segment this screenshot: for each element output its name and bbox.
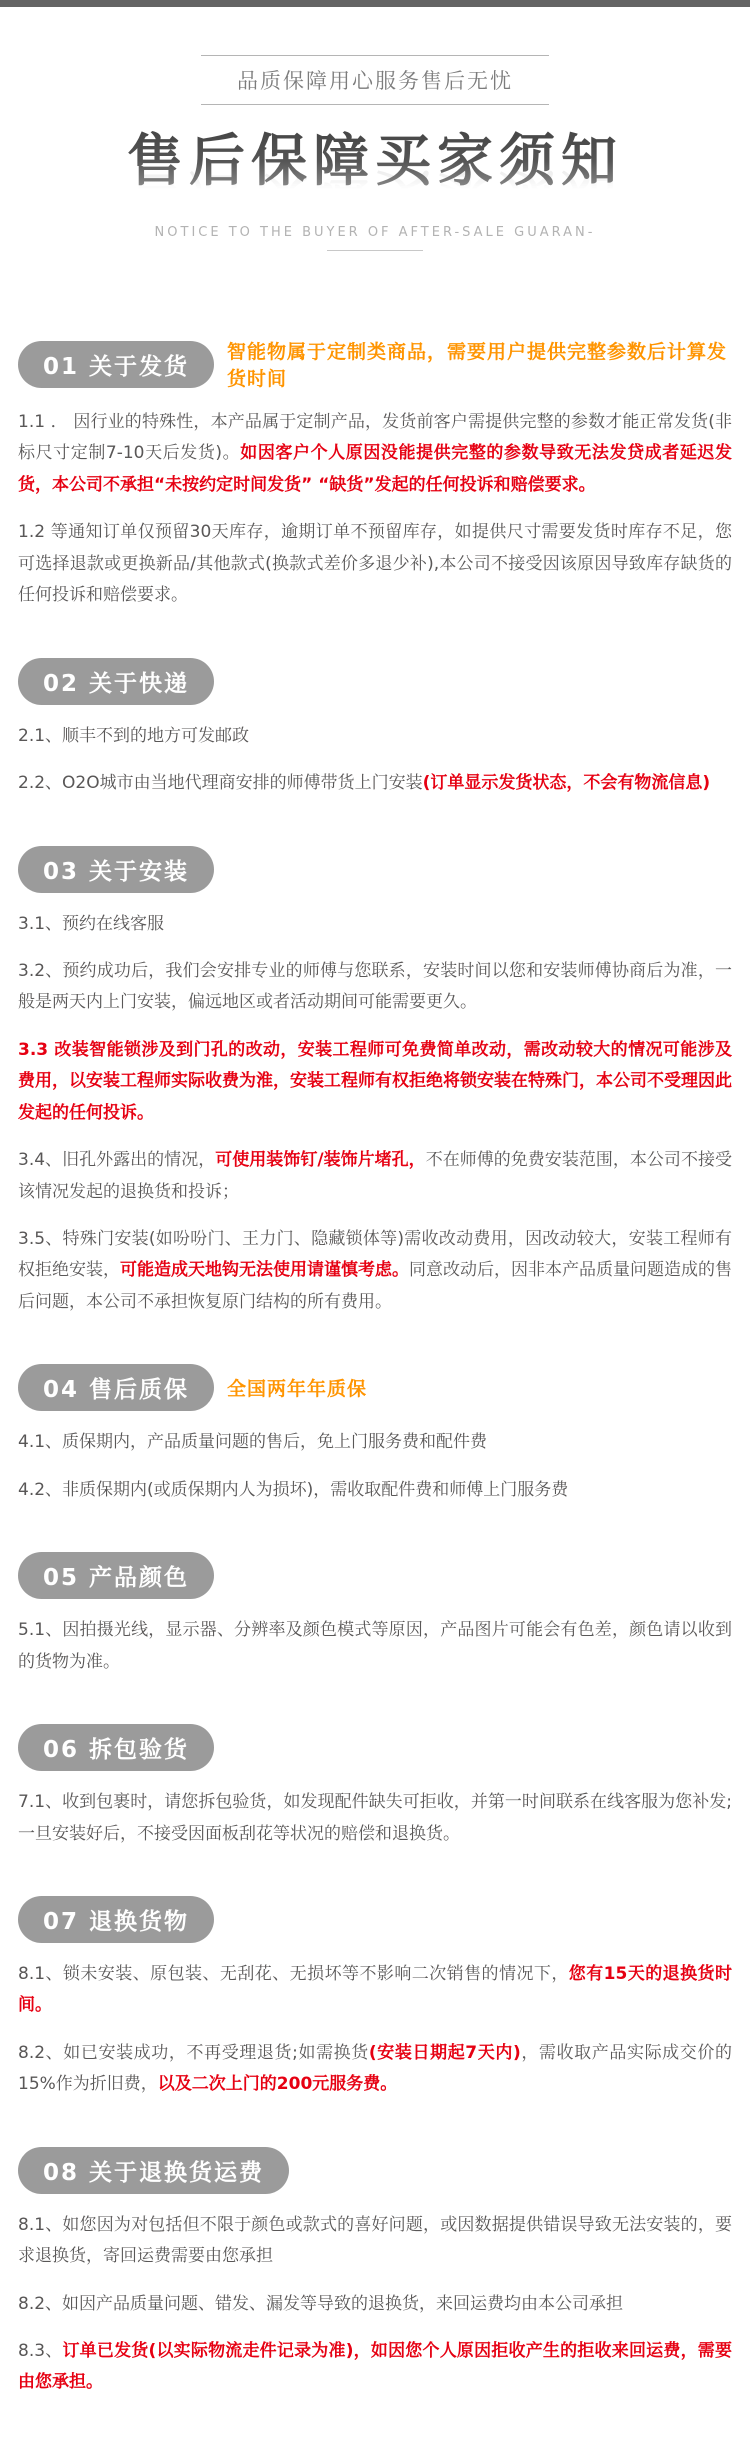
text-segment: 不在师傅的免费安装范围，本公司不接受该情况发起的退换货和投诉； — [18, 1150, 732, 1202]
header-tagline: 品质保障用心服务售后无忧 — [201, 55, 549, 105]
section-badge-courier: 02 关于快递 — [18, 658, 214, 705]
text-segment: 2.1、顺丰不到的地方可发邮政 — [18, 725, 250, 746]
text-segment: 同意改动后，因非本产品质量问题造成的售后问题，本公司不承担恢复原门结构的所有费用。 — [18, 1260, 732, 1312]
text-segment: 可使用装饰钉/装饰片堵孔， — [215, 1150, 426, 1171]
section-note-warranty: 全国两年年质保 — [227, 1378, 368, 1401]
section-badge-installation: 03 关于安装 — [18, 846, 214, 893]
section-header-returns — [18, 1896, 732, 1943]
text-segment: 4.2、非质保期内(或质保期内人为损坏)，需收取配件费和师傅上门服务费 — [18, 1479, 569, 1500]
section-badge-unpack-inspection: 06 拆包验货 — [18, 1724, 214, 1771]
text-segment: (安装日期起7天内) — [368, 2042, 521, 2063]
text-segment: 3.3 改装智能锁涉及到门孔的改动，安装工程师可免费简单改动，需改动较大的情况可能涉及费用，以安装工程师实际收费为淮，安装工程师有权拒绝将锁安装在特殊门，本公司不受理因此发起的任何投诉。 — [18, 1039, 732, 1123]
text-segment: 8.1、如您因为对包括但不限于颜色或款式的喜好问题，或因数据提供错误导致无法安装的，要求退换货，寄回运费需要由您承担 — [18, 2214, 732, 2267]
section-installation — [18, 846, 732, 1319]
clause-return-freight-1 — [18, 2210, 732, 2273]
clause-warranty-1 — [18, 1427, 732, 1458]
page-subtitle-en: NOTICE TO THE BUYER OF AFTER-SALE GUARAN- — [154, 225, 596, 240]
text-segment: 3.5、特殊门安装(如吩吩门、王力门、隐藏锁体等)需收改动费用，因改动较大，安装工程师有权拒绝安装， — [18, 1229, 732, 1281]
clause-shipping-1 — [18, 407, 732, 501]
text-segment: (订单显示发货状态，不会有物流信息) — [422, 773, 711, 794]
clause-installation-4 — [18, 1145, 732, 1208]
text-segment: 3.2、预约成功后，我们会安排专业的师傅与您联系，安装时间以您和安装师傅协商后为准，一般是两天内上门安装，偏远地区或者活动期间可能需要更久。 — [18, 960, 732, 1013]
section-warranty — [18, 1364, 732, 1506]
text-segment: 如因客户个人原因没能提供完整的参数导致无法发贷成者延迟发货，本公司不承担“未按约定时间发货” “缺货”发起的任何投诉和赔偿要求。 — [18, 443, 733, 495]
page-header — [0, 7, 750, 251]
section-header-product-color — [18, 1552, 732, 1599]
section-note-shipping: 智能物属于定制类商品，需要用户提供完整参数后计算发货时间 — [227, 341, 728, 390]
clause-return-freight-2 — [18, 2289, 732, 2320]
text-segment: 3.4、旧孔外露出的情况， — [18, 1150, 216, 1171]
clause-warranty-2 — [18, 1475, 732, 1506]
top-bar — [0, 0, 750, 7]
clause-installation-5 — [18, 1224, 732, 1318]
clause-product-color-1 — [18, 1615, 732, 1678]
subtitle-divider — [327, 250, 423, 251]
text-segment: 7.1、收到包裹时，请您拆包验货，如发现配件缺失可拒收，并第一时间联系在线客服为您补发;一旦安装好后，不接受因面板刮花等状况的赔偿和退换货。 — [18, 1792, 732, 1844]
section-product-color — [18, 1552, 732, 1678]
text-segment: 5.1、因拍摄光线，显示器、分辨率及颜色模式等原因，产品图片可能会有色差，颜色请以收到的货物为准。 — [18, 1620, 732, 1672]
clause-installation-1 — [18, 909, 732, 940]
section-header-unpack-inspection — [18, 1724, 732, 1771]
section-header-warranty — [18, 1364, 732, 1411]
text-segment: 3.1、预约在线客服 — [18, 913, 165, 934]
sections-container — [0, 337, 750, 2445]
clause-unpack-inspection-1 — [18, 1787, 732, 1850]
text-segment: 8.3、 — [18, 2341, 63, 2361]
clause-return-freight-3 — [18, 2336, 732, 2399]
section-unpack-inspection — [18, 1724, 732, 1850]
clause-shipping-2 — [18, 517, 732, 611]
text-segment: ，需收取产品实际成交价的15%作为折旧费， — [18, 2042, 732, 2095]
clause-returns-1 — [18, 1959, 732, 2022]
text-segment: 8.1、锁未安装、原包装、无刮花、无损坏等不影响二次销售的情况下， — [18, 1963, 569, 1984]
clause-installation-3 — [18, 1035, 732, 1129]
text-segment: 您有15天的退换货时间。 — [18, 1963, 732, 2016]
clause-returns-2 — [18, 2038, 732, 2101]
text-segment: 1.1 ． 因行业的特殊性，本产品属于定制产品，发货前客户需提供完整的参数才能正常发货(非标尺寸定制7-10天后发货)。 — [18, 412, 732, 464]
text-segment: 以及二次上门的200元服务费。 — [157, 2074, 398, 2095]
section-return-freight — [18, 2147, 732, 2399]
section-returns — [18, 1896, 732, 2101]
text-segment: 4.1、质保期内，产品质量问题的售后，免上门服务费和配件费 — [18, 1432, 488, 1453]
text-segment: 订单已发货(以实际物流走件记录为准)，如因您个人原因拒收产生的拒收来回运费，需要由您承担。 — [18, 2341, 732, 2393]
section-badge-return-freight: 08 关于退换货运费 — [18, 2147, 289, 2194]
section-header-shipping — [18, 337, 732, 391]
section-badge-shipping: 01 关于发货 — [18, 341, 214, 388]
clause-installation-2 — [18, 956, 732, 1019]
text-segment: 可能造成天地钩无法使用请谨慎考虑。 — [120, 1260, 409, 1281]
text-segment: 8.2、如因产品质量问题、错发、漏发等导致的退换货，来回运费均由本公司承担 — [18, 2293, 624, 2314]
section-badge-returns: 07 退换货物 — [18, 1896, 214, 1943]
section-header-return-freight — [18, 2147, 732, 2194]
section-badge-product-color: 05 产品颜色 — [18, 1552, 214, 1599]
section-badge-warranty: 04 售后质保 — [18, 1364, 214, 1411]
section-courier — [18, 658, 732, 800]
clause-courier-1 — [18, 721, 732, 752]
text-segment: 2.2、O2O城市由当地代理商安排的师傅带货上门安装 — [18, 773, 423, 794]
section-header-installation — [18, 846, 732, 893]
text-segment: 8.2、如已安装成功，不再受理退货;如需换货 — [18, 2042, 369, 2063]
section-shipping — [18, 337, 732, 612]
clause-courier-2 — [18, 768, 732, 799]
section-header-courier — [18, 658, 732, 705]
text-segment: 1.2 等通知订单仅预留30天库存，逾期订单不预留库存，如提供尺寸需要发货时库存不足，您可选择退款或更换新品/其他款式(换款式差价多退少补),本公司不接受因该原因导致库存缺货的任何投诉和赔偿要求。 — [18, 522, 732, 606]
page-title: 售后保障买家须知 — [0, 117, 750, 197]
